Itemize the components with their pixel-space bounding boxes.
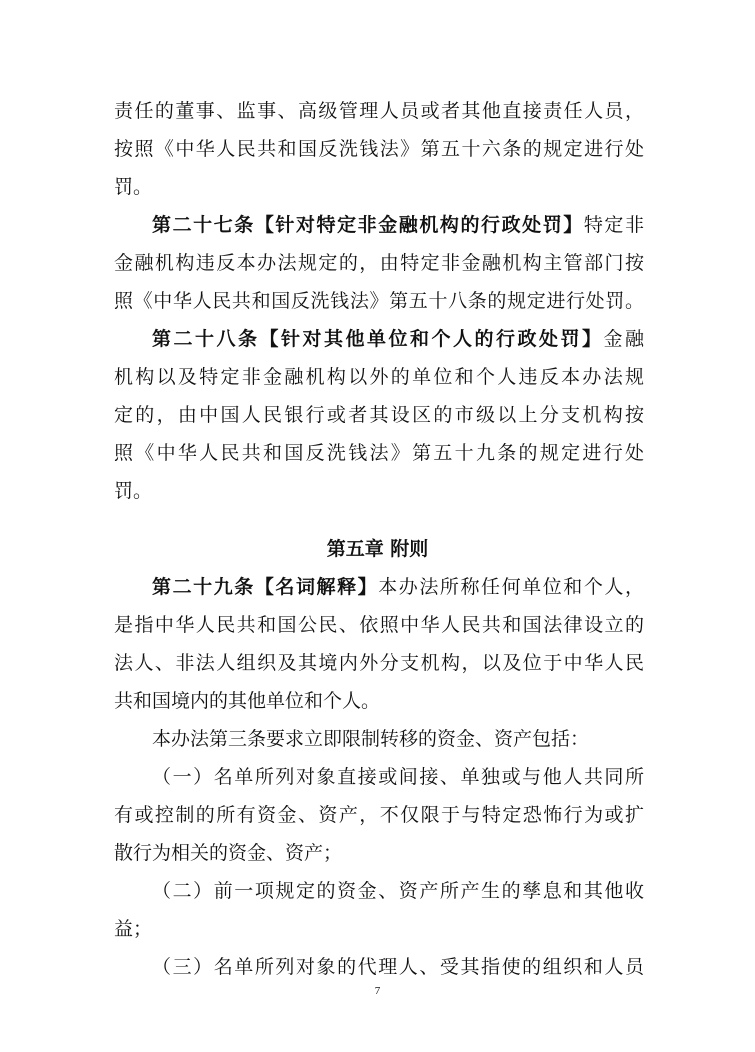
article-28-line bbox=[152, 327, 644, 351]
text-line: 散行为相关的资金、资产； bbox=[114, 842, 343, 864]
text-line: 责任的董事、监事、高级管理人员或者其他直接责任人员， bbox=[114, 100, 644, 122]
text-line: 益； bbox=[114, 918, 153, 940]
page-number: 7 bbox=[374, 985, 381, 997]
article-29-line bbox=[152, 575, 644, 599]
text-line: 共和国境内的其他单位和个人。 bbox=[114, 690, 381, 712]
list-item-2: （二）前一项规定的资金、资产所产生的孳息和其他收 bbox=[152, 880, 644, 902]
chapter-title: 第五章 附则 bbox=[326, 538, 429, 560]
article-29-heading: 第二十九条【名词解释】 bbox=[152, 576, 379, 598]
text-line: 法人、非法人组织及其境内外分支机构，以及位于中华人民 bbox=[114, 652, 644, 674]
article-27-text: 特定非 bbox=[583, 214, 644, 236]
text-line: 罚。 bbox=[114, 176, 153, 198]
article-29-text: 本办法所称任何单位和个人， bbox=[378, 576, 644, 598]
article-27-heading: 第二十七条【针对特定非金融机构的行政处罚】 bbox=[152, 214, 584, 236]
article-28-heading: 第二十八条【针对其他单位和个人的行政处罚】 bbox=[152, 328, 604, 350]
article-28-text: 金融 bbox=[603, 328, 644, 350]
text-line: 本办法第三条要求立即限制转移的资金、资产包括： bbox=[152, 728, 590, 750]
text-line: 金融机构违反本办法规定的，由特定非金融机构主管部门按 bbox=[114, 252, 644, 274]
text-line: 照《中华人民共和国反洗钱法》第五十八条的规定进行处罚。 bbox=[114, 290, 644, 312]
text-line: 按照《中华人民共和国反洗钱法》第五十六条的规定进行处 bbox=[114, 138, 644, 160]
list-item-1: （一）名单所列对象直接或间接、单独或与他人共同所 bbox=[152, 766, 644, 788]
text-line: 照《中华人民共和国反洗钱法》第五十九条的规定进行处 bbox=[114, 442, 644, 464]
text-line: 机构以及特定非金融机构以外的单位和个人违反本办法规 bbox=[114, 366, 644, 388]
text-line: 定的，由中国人民银行或者其设区的市级以上分支机构按 bbox=[114, 404, 644, 426]
text-line: 有或控制的所有资金、资产，不仅限于与特定恐怖行为或扩 bbox=[114, 804, 644, 826]
text-line: 罚。 bbox=[114, 480, 153, 502]
list-item-3: （三）名单所列对象的代理人、受其指使的组织和人员 bbox=[152, 956, 644, 978]
article-27-line bbox=[152, 213, 644, 237]
text-line: 是指中华人民共和国公民、依照中华人民共和国法律设立的 bbox=[114, 614, 644, 636]
